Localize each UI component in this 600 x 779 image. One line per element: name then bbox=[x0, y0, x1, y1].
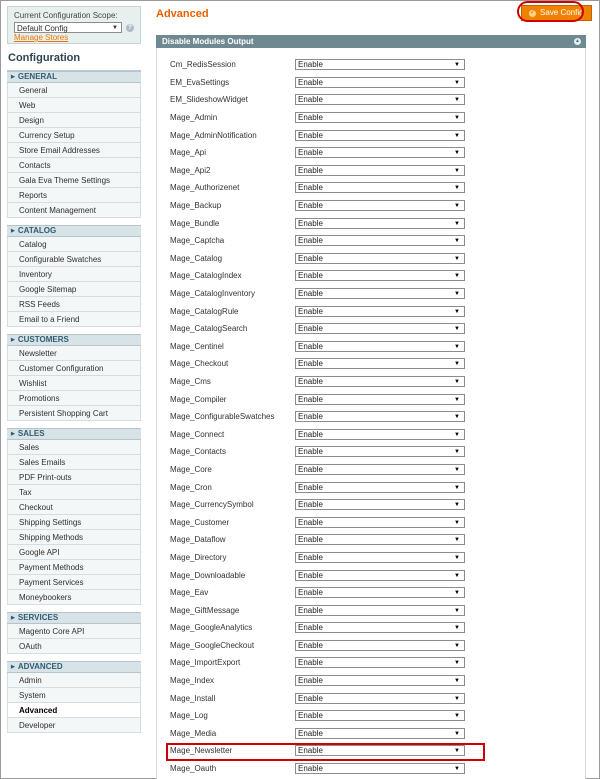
save-button-highlight-ring bbox=[517, 1, 584, 22]
module-output-value: Enable bbox=[298, 359, 323, 369]
module-row bbox=[170, 637, 465, 655]
chevron-down-icon: ▼ bbox=[454, 748, 460, 755]
expand-arrow-icon: ▶ bbox=[11, 431, 15, 437]
sidebar bbox=[7, 6, 141, 740]
sidebar-item-oauth[interactable]: OAuth bbox=[7, 639, 141, 654]
module-output-select[interactable] bbox=[295, 552, 465, 563]
module-label: Mage_CatalogInventory bbox=[170, 289, 255, 299]
page-title: Advanced bbox=[156, 8, 209, 20]
sidebar-group-title: CATALOG bbox=[17, 226, 57, 235]
module-output-select[interactable] bbox=[295, 288, 465, 299]
module-output-value: Enable bbox=[298, 130, 323, 140]
module-output-value: Enable bbox=[298, 693, 323, 703]
module-label: Mage_GoogleAnalytics bbox=[170, 623, 253, 633]
module-row bbox=[170, 707, 465, 725]
module-row bbox=[170, 373, 465, 391]
module-output-select[interactable] bbox=[295, 182, 465, 193]
module-output-value: Enable bbox=[298, 746, 323, 756]
sidebar-group-header[interactable] bbox=[7, 71, 141, 83]
chevron-down-icon: ▼ bbox=[454, 537, 460, 544]
chevron-down-icon: ▼ bbox=[454, 730, 460, 737]
sidebar-title: Configuration bbox=[7, 44, 141, 71]
module-output-select[interactable] bbox=[295, 710, 465, 721]
expand-arrow-icon: ▶ bbox=[11, 74, 15, 80]
chevron-down-icon: ▼ bbox=[454, 484, 460, 491]
chevron-down-icon: ▼ bbox=[454, 203, 460, 210]
module-output-select[interactable] bbox=[295, 94, 465, 105]
module-output-select[interactable] bbox=[295, 411, 465, 422]
sidebar-item-design[interactable]: Design bbox=[7, 113, 141, 128]
module-label: Mage_Dataflow bbox=[170, 535, 226, 545]
sidebar-item-configurable-swatches[interactable]: Configurable Swatches bbox=[7, 252, 141, 267]
module-output-select[interactable] bbox=[295, 675, 465, 686]
sidebar-group-header[interactable] bbox=[7, 612, 141, 624]
module-row bbox=[170, 760, 465, 778]
module-label: Mage_Log bbox=[170, 711, 208, 721]
module-output-value: Enable bbox=[298, 500, 323, 510]
expand-arrow-icon: ▶ bbox=[11, 228, 15, 234]
sidebar-group-sales bbox=[7, 428, 141, 605]
module-label: Mage_Cron bbox=[170, 482, 212, 492]
sidebar-group-services bbox=[7, 612, 141, 654]
module-output-value: Enable bbox=[298, 570, 323, 580]
sidebar-item-magento-core-api[interactable]: Magento Core API bbox=[7, 624, 141, 639]
module-row bbox=[170, 91, 465, 109]
newsletter-row-highlight bbox=[166, 743, 485, 761]
sidebar-item-shipping-settings[interactable]: Shipping Settings bbox=[7, 515, 141, 530]
module-row bbox=[170, 126, 465, 144]
chevron-down-icon: ▼ bbox=[454, 167, 460, 174]
module-row bbox=[170, 355, 465, 373]
sidebar-group-general bbox=[7, 71, 141, 218]
module-label: Mage_Api2 bbox=[170, 165, 211, 175]
module-output-select[interactable] bbox=[295, 534, 465, 545]
module-row bbox=[170, 513, 465, 531]
module-output-select[interactable] bbox=[295, 693, 465, 704]
module-output-select[interactable] bbox=[295, 341, 465, 352]
sidebar-item-web[interactable]: Web bbox=[7, 98, 141, 113]
chevron-down-icon: ▼ bbox=[454, 150, 460, 157]
module-row bbox=[170, 74, 465, 92]
module-output-select[interactable] bbox=[295, 605, 465, 616]
sidebar-item-newsletter[interactable]: Newsletter bbox=[7, 346, 141, 361]
module-row bbox=[170, 302, 465, 320]
chevron-down-icon: ▼ bbox=[454, 660, 460, 667]
module-output-value: Enable bbox=[298, 447, 323, 457]
module-output-select[interactable] bbox=[295, 622, 465, 633]
module-output-select[interactable] bbox=[295, 499, 465, 510]
module-output-select[interactable] bbox=[295, 77, 465, 88]
save-config-label: Save Config bbox=[540, 8, 584, 17]
module-row bbox=[170, 56, 465, 74]
module-row bbox=[170, 338, 465, 356]
module-output-select[interactable] bbox=[295, 446, 465, 457]
module-label: Mage_CatalogSearch bbox=[170, 324, 248, 334]
sidebar-group-title: SALES bbox=[17, 429, 45, 438]
chevron-down-icon: ▼ bbox=[454, 642, 460, 649]
module-output-value: Enable bbox=[298, 341, 323, 351]
chevron-down-icon: ▼ bbox=[454, 713, 460, 720]
module-row bbox=[170, 443, 465, 461]
module-row bbox=[170, 566, 465, 584]
module-row bbox=[170, 531, 465, 549]
module-output-value: Enable bbox=[298, 658, 323, 668]
module-output-value: Enable bbox=[298, 728, 323, 738]
module-label: Mage_GoogleCheckout bbox=[170, 640, 255, 650]
sidebar-item-store-email-addresses[interactable]: Store Email Addresses bbox=[7, 143, 141, 158]
module-output-select[interactable] bbox=[295, 270, 465, 281]
module-output-select[interactable] bbox=[295, 253, 465, 264]
module-label: Mage_ImportExport bbox=[170, 658, 241, 668]
module-label: Mage_CurrencySymbol bbox=[170, 500, 254, 510]
module-label: Mage_Eav bbox=[170, 588, 209, 598]
module-row bbox=[170, 109, 465, 127]
sidebar-item-pdf-print-outs[interactable]: PDF Print-outs bbox=[7, 470, 141, 485]
sidebar-item-sales-emails[interactable]: Sales Emails bbox=[7, 455, 141, 470]
chevron-down-icon: ▼ bbox=[454, 79, 460, 86]
module-output-select[interactable] bbox=[295, 112, 465, 123]
module-output-value: Enable bbox=[298, 464, 323, 474]
module-output-select[interactable] bbox=[295, 130, 465, 141]
sidebar-item-checkout[interactable]: Checkout bbox=[7, 500, 141, 515]
module-output-value: Enable bbox=[298, 640, 323, 650]
module-output-value: Enable bbox=[298, 376, 323, 386]
module-output-value: Enable bbox=[298, 306, 323, 316]
module-output-value: Enable bbox=[298, 711, 323, 721]
chevron-down-icon: ▼ bbox=[454, 572, 460, 579]
sidebar-group-catalog bbox=[7, 225, 141, 327]
module-list bbox=[170, 56, 465, 777]
chevron-down-icon: ▼ bbox=[454, 519, 460, 526]
section-header[interactable] bbox=[156, 35, 586, 48]
module-label: Mage_Api bbox=[170, 148, 207, 158]
module-label: Cm_RedisSession bbox=[170, 60, 236, 70]
module-output-select[interactable] bbox=[295, 147, 465, 158]
module-label: EM_SlideshowWidget bbox=[170, 95, 248, 105]
module-row bbox=[170, 601, 465, 619]
module-row bbox=[170, 672, 465, 690]
chevron-down-icon: ▼ bbox=[454, 185, 460, 192]
module-row bbox=[170, 408, 465, 426]
chevron-down-icon: ▼ bbox=[454, 449, 460, 456]
module-label: Mage_Media bbox=[170, 728, 217, 738]
collapse-icon[interactable]: ▲ bbox=[575, 38, 580, 44]
module-label: Mage_Directory bbox=[170, 552, 227, 562]
sidebar-group-title: SERVICES bbox=[17, 613, 59, 622]
chevron-down-icon: ▼ bbox=[454, 97, 460, 104]
chevron-down-icon: ▼ bbox=[454, 291, 460, 298]
module-output-value: Enable bbox=[298, 60, 323, 70]
module-label: Mage_Bundle bbox=[170, 218, 220, 228]
module-output-select[interactable] bbox=[295, 763, 465, 774]
module-output-select[interactable] bbox=[295, 200, 465, 211]
module-label: Mage_Authorizenet bbox=[170, 183, 240, 193]
module-row bbox=[170, 197, 465, 215]
chevron-down-icon: ▼ bbox=[454, 361, 460, 368]
chevron-down-icon: ▼ bbox=[454, 308, 460, 315]
module-output-value: Enable bbox=[298, 764, 323, 774]
module-output-value: Enable bbox=[298, 201, 323, 211]
sidebar-item-shipping-methods[interactable]: Shipping Methods bbox=[7, 530, 141, 545]
module-label: Mage_Downloadable bbox=[170, 570, 246, 580]
module-output-value: Enable bbox=[298, 535, 323, 545]
module-row bbox=[170, 689, 465, 707]
sidebar-group-header[interactable] bbox=[7, 334, 141, 346]
module-row bbox=[170, 654, 465, 672]
module-output-value: Enable bbox=[298, 429, 323, 439]
module-output-value: Enable bbox=[298, 394, 323, 404]
sidebar-item-currency-setup[interactable]: Currency Setup bbox=[7, 128, 141, 143]
module-output-select[interactable] bbox=[295, 464, 465, 475]
chevron-down-icon: ▼ bbox=[454, 62, 460, 69]
chevron-down-icon: ▼ bbox=[454, 396, 460, 403]
sidebar-group-header[interactable] bbox=[7, 428, 141, 440]
module-output-select[interactable] bbox=[295, 358, 465, 369]
module-output-select[interactable] bbox=[295, 728, 465, 739]
chevron-down-icon: ▼ bbox=[454, 326, 460, 333]
module-output-value: Enable bbox=[298, 218, 323, 228]
sidebar-group-header[interactable] bbox=[7, 661, 141, 673]
sidebar-item-contacts[interactable]: Contacts bbox=[7, 158, 141, 173]
sidebar-item-moneybookers[interactable]: Moneybookers bbox=[7, 590, 141, 605]
module-label: Mage_CatalogRule bbox=[170, 306, 239, 316]
module-label: Mage_Checkout bbox=[170, 359, 229, 369]
sidebar-item-payment-services[interactable]: Payment Services bbox=[7, 575, 141, 590]
sidebar-item-wishlist[interactable]: Wishlist bbox=[7, 376, 141, 391]
module-row bbox=[170, 584, 465, 602]
module-row bbox=[170, 285, 465, 303]
sidebar-item-tax[interactable]: Tax bbox=[7, 485, 141, 500]
module-label: EM_EvaSettings bbox=[170, 77, 230, 87]
sidebar-group-title: GENERAL bbox=[17, 72, 57, 81]
module-row bbox=[170, 232, 465, 250]
chevron-down-icon: ▼ bbox=[454, 466, 460, 473]
module-output-value: Enable bbox=[298, 271, 323, 281]
module-label: Mage_Backup bbox=[170, 201, 222, 211]
chevron-down-icon: ▼ bbox=[454, 590, 460, 597]
module-label: Mage_CatalogIndex bbox=[170, 271, 242, 281]
module-output-value: Enable bbox=[298, 482, 323, 492]
scope-switcher bbox=[7, 6, 141, 44]
module-row bbox=[170, 162, 465, 180]
module-row bbox=[170, 496, 465, 514]
module-output-select[interactable] bbox=[295, 218, 465, 229]
module-output-value: Enable bbox=[298, 517, 323, 527]
sidebar-item-email-to-a-friend[interactable]: Email to a Friend bbox=[7, 312, 141, 327]
module-row bbox=[170, 461, 465, 479]
module-output-value: Enable bbox=[298, 588, 323, 598]
sidebar-groups bbox=[7, 71, 141, 733]
module-label: Mage_Centinel bbox=[170, 341, 224, 351]
chevron-down-icon: ▼ bbox=[454, 414, 460, 421]
chevron-down-icon: ▼ bbox=[454, 343, 460, 350]
chevron-down-icon: ▼ bbox=[454, 273, 460, 280]
sidebar-item-payment-methods[interactable]: Payment Methods bbox=[7, 560, 141, 575]
module-output-select[interactable] bbox=[295, 640, 465, 651]
manage-stores-link[interactable]: Manage Stores bbox=[14, 33, 69, 42]
module-row bbox=[170, 725, 465, 743]
module-output-select[interactable] bbox=[295, 376, 465, 387]
help-icon[interactable]: ? bbox=[126, 24, 134, 32]
module-label: Mage_Contacts bbox=[170, 447, 227, 457]
expand-arrow-icon: ▶ bbox=[11, 664, 15, 670]
chevron-down-icon: ▼ bbox=[454, 115, 460, 122]
sidebar-item-system[interactable]: System bbox=[7, 688, 141, 703]
module-output-select[interactable] bbox=[295, 306, 465, 317]
sidebar-item-general[interactable]: General bbox=[7, 83, 141, 98]
module-output-value: Enable bbox=[298, 77, 323, 87]
module-output-select[interactable] bbox=[295, 429, 465, 440]
module-row bbox=[170, 320, 465, 338]
expand-arrow-icon: ▶ bbox=[11, 337, 15, 343]
module-output-select[interactable] bbox=[295, 323, 465, 334]
chevron-down-icon: ▼ bbox=[454, 766, 460, 773]
module-output-select[interactable] bbox=[295, 570, 465, 581]
sidebar-item-inventory[interactable]: Inventory bbox=[7, 267, 141, 282]
module-output-value: Enable bbox=[298, 605, 323, 615]
chevron-down-icon: ▼ bbox=[454, 132, 460, 139]
module-label: Mage_Connect bbox=[170, 429, 225, 439]
module-output-value: Enable bbox=[298, 253, 323, 263]
module-row bbox=[170, 619, 465, 637]
module-label: Mage_Oauth bbox=[170, 764, 217, 774]
sidebar-item-gala-eva-theme-settings[interactable]: Gala Eva Theme Settings bbox=[7, 173, 141, 188]
sidebar-item-admin[interactable]: Admin bbox=[7, 673, 141, 688]
module-label: Mage_Captcha bbox=[170, 236, 225, 246]
module-label: Mage_Catalog bbox=[170, 253, 223, 263]
module-label: Mage_Newsletter bbox=[170, 746, 233, 756]
module-row bbox=[170, 425, 465, 443]
sidebar-item-catalog[interactable]: Catalog bbox=[7, 237, 141, 252]
module-row bbox=[170, 144, 465, 162]
chevron-down-icon: ▼ bbox=[454, 695, 460, 702]
module-row bbox=[170, 549, 465, 567]
module-label: Mage_Cms bbox=[170, 376, 211, 386]
chevron-down-icon: ▼ bbox=[454, 625, 460, 632]
module-row bbox=[170, 267, 465, 285]
module-output-select[interactable] bbox=[295, 59, 465, 70]
module-output-value: Enable bbox=[298, 676, 323, 686]
module-label: Mage_Customer bbox=[170, 517, 230, 527]
sidebar-item-promotions[interactable]: Promotions bbox=[7, 391, 141, 406]
sidebar-item-advanced[interactable]: Advanced bbox=[7, 703, 141, 718]
chevron-down-icon: ▼ bbox=[454, 378, 460, 385]
module-label: Mage_ConfigurableSwatches bbox=[170, 412, 275, 422]
chevron-down-icon: ▼ bbox=[454, 238, 460, 245]
scope-select-value: Default Config bbox=[17, 24, 68, 33]
module-output-select[interactable] bbox=[295, 657, 465, 668]
chevron-down-icon: ▼ bbox=[454, 502, 460, 509]
sidebar-group-header[interactable] bbox=[7, 225, 141, 237]
module-output-select[interactable] bbox=[295, 165, 465, 176]
sidebar-item-content-management[interactable]: Content Management bbox=[7, 203, 141, 218]
module-row bbox=[170, 214, 465, 232]
module-output-select[interactable] bbox=[295, 482, 465, 493]
expand-arrow-icon: ▶ bbox=[11, 615, 15, 621]
sidebar-item-developer[interactable]: Developer bbox=[7, 718, 141, 733]
module-row bbox=[170, 179, 465, 197]
scope-label: Current Configuration Scope: bbox=[14, 11, 118, 20]
sidebar-item-reports[interactable]: Reports bbox=[7, 188, 141, 203]
chevron-down-icon: ▼ bbox=[112, 25, 118, 31]
module-output-select[interactable] bbox=[295, 394, 465, 405]
sidebar-group-advanced bbox=[7, 661, 141, 733]
module-row bbox=[170, 478, 465, 496]
chevron-down-icon: ▼ bbox=[454, 255, 460, 262]
module-label: Mage_Compiler bbox=[170, 394, 227, 404]
module-row bbox=[170, 390, 465, 408]
module-output-value: Enable bbox=[298, 623, 323, 633]
sidebar-group-customers bbox=[7, 334, 141, 421]
sidebar-item-google-sitemap[interactable]: Google Sitemap bbox=[7, 282, 141, 297]
module-output-value: Enable bbox=[298, 113, 323, 123]
chevron-down-icon: ▼ bbox=[454, 678, 460, 685]
sidebar-item-rss-feeds[interactable]: RSS Feeds bbox=[7, 297, 141, 312]
module-output-select[interactable] bbox=[295, 517, 465, 528]
module-label: Mage_Index bbox=[170, 676, 215, 686]
module-label: Mage_Core bbox=[170, 464, 212, 474]
module-label: Mage_AdminNotification bbox=[170, 130, 257, 140]
module-output-value: Enable bbox=[298, 324, 323, 334]
module-output-value: Enable bbox=[298, 95, 323, 105]
module-output-value: Enable bbox=[298, 148, 323, 158]
chevron-down-icon: ▼ bbox=[454, 431, 460, 438]
module-output-value: Enable bbox=[298, 289, 323, 299]
module-output-select[interactable] bbox=[295, 235, 465, 246]
module-output-value: Enable bbox=[298, 412, 323, 422]
scope-select[interactable] bbox=[14, 22, 122, 33]
module-label: Mage_GiftMessage bbox=[170, 605, 240, 615]
chevron-down-icon: ▼ bbox=[454, 607, 460, 614]
chevron-down-icon: ▼ bbox=[454, 220, 460, 227]
sidebar-group-title: ADVANCED bbox=[17, 662, 63, 671]
module-output-value: Enable bbox=[298, 236, 323, 246]
chevron-down-icon: ▼ bbox=[454, 554, 460, 561]
module-label: Mage_Admin bbox=[170, 113, 218, 123]
sidebar-item-customer-configuration[interactable]: Customer Configuration bbox=[7, 361, 141, 376]
module-label: Mage_Install bbox=[170, 693, 216, 703]
section-title: Disable Modules Output bbox=[162, 37, 254, 46]
sidebar-item-persistent-shopping-cart[interactable]: Persistent Shopping Cart bbox=[7, 406, 141, 421]
module-output-value: Enable bbox=[298, 183, 323, 193]
sidebar-item-sales[interactable]: Sales bbox=[7, 440, 141, 455]
sidebar-item-google-api[interactable]: Google API bbox=[7, 545, 141, 560]
module-row bbox=[170, 250, 465, 268]
module-output-value: Enable bbox=[298, 552, 323, 562]
module-output-value: Enable bbox=[298, 165, 323, 175]
module-output-select[interactable] bbox=[295, 587, 465, 598]
sidebar-group-title: CUSTOMERS bbox=[17, 335, 69, 344]
check-icon: ✓ bbox=[529, 9, 536, 16]
